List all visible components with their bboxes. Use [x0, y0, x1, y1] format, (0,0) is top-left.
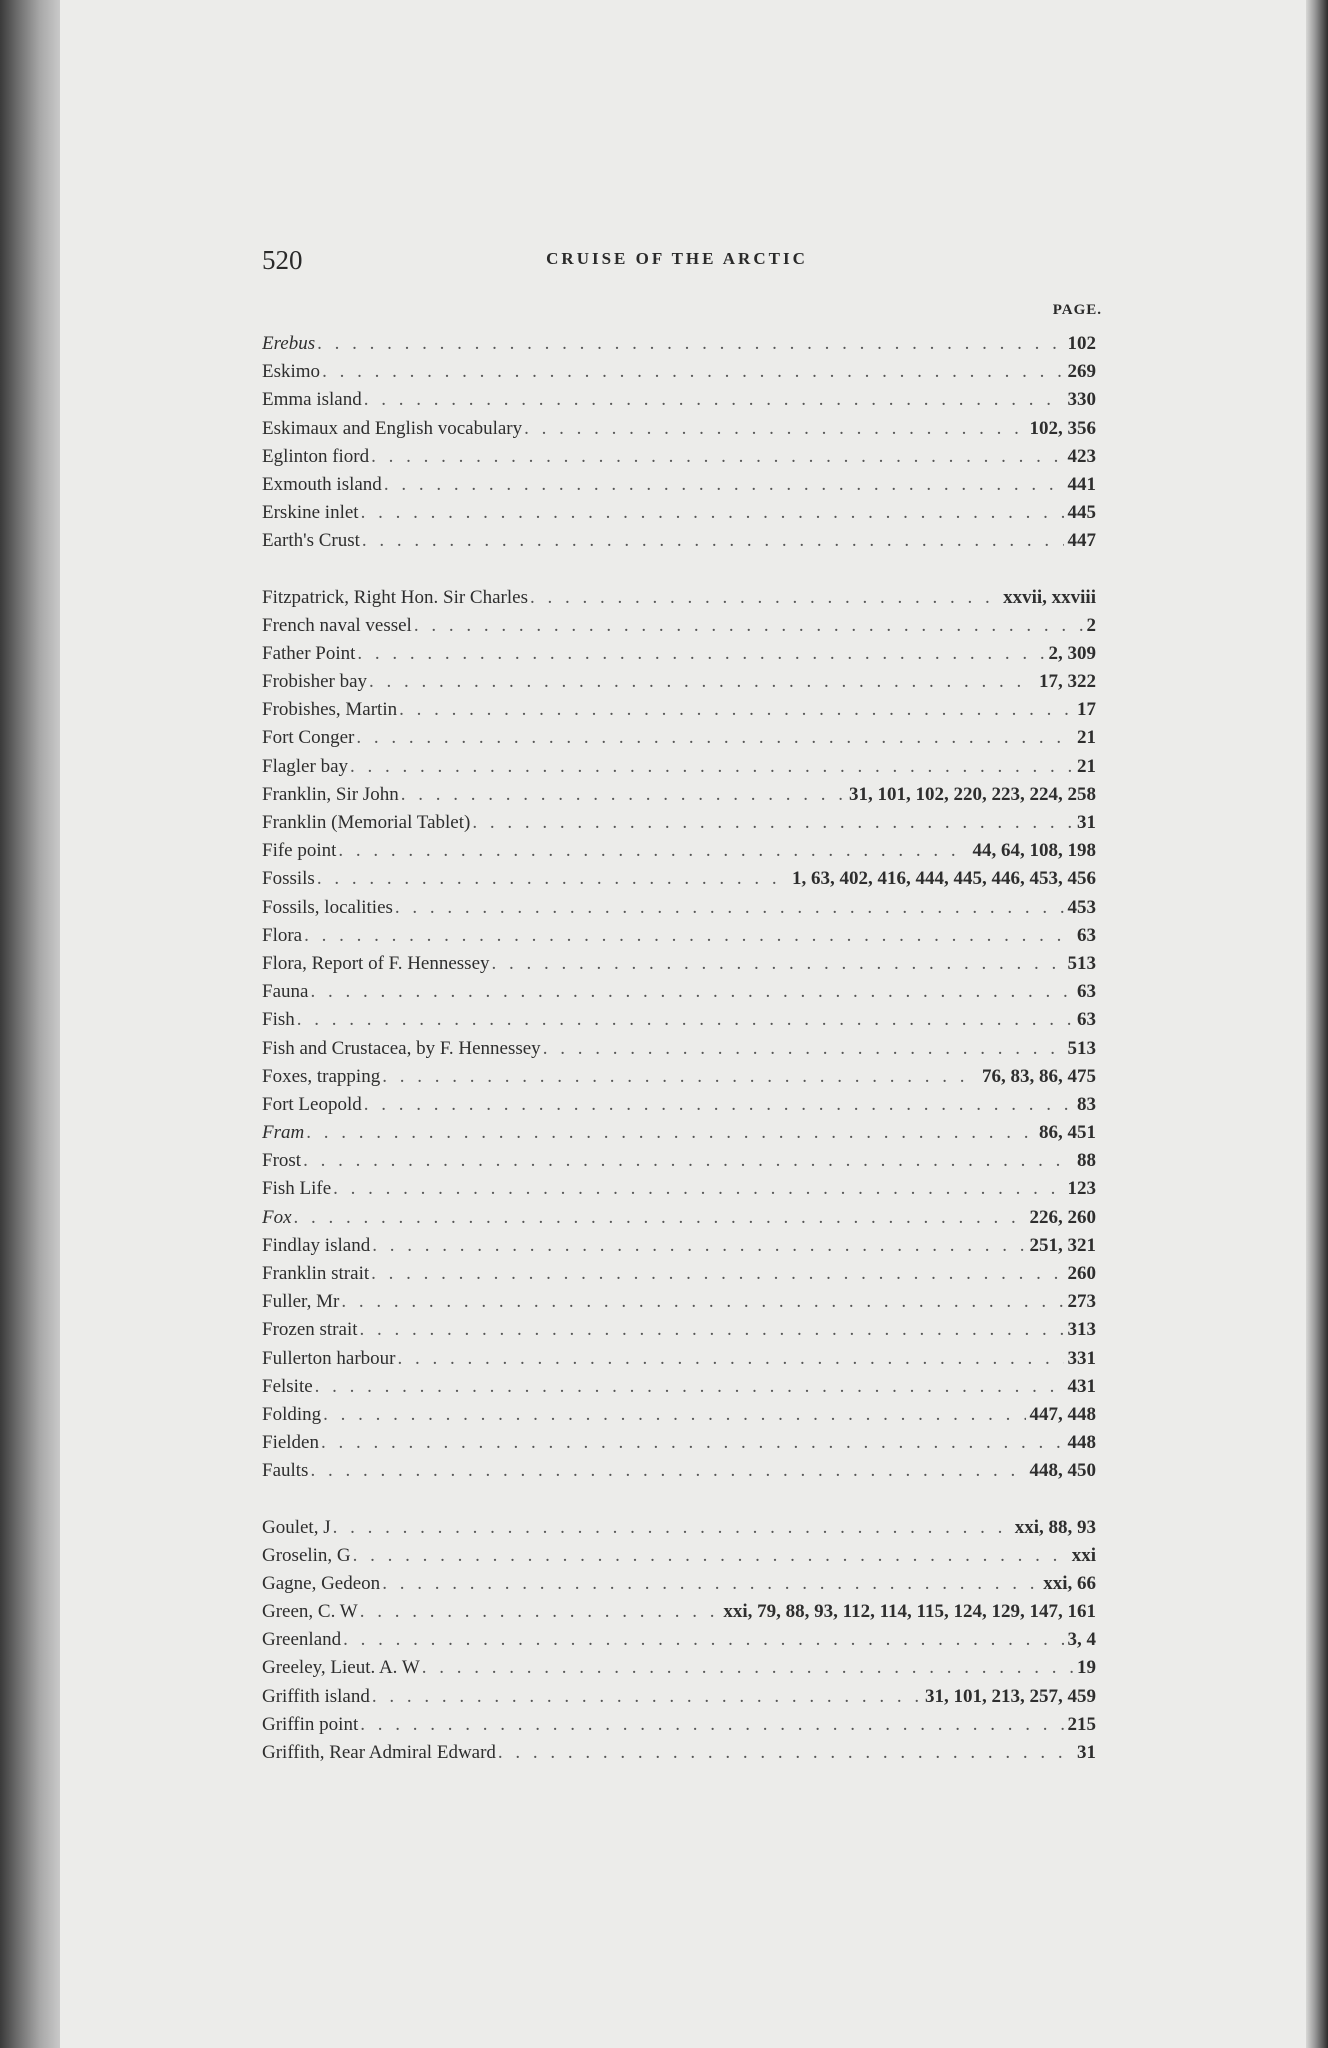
entry-term: Fuller, Mr — [262, 1291, 340, 1313]
entry-pages: 513 — [1067, 1037, 1096, 1059]
index-entry — [262, 1654, 1096, 1682]
entry-pages: 226, 260 — [1029, 1206, 1096, 1228]
dot-leader — [338, 837, 968, 865]
entry-term: Eskimo — [262, 361, 321, 383]
entry-term: Faults — [262, 1460, 309, 1482]
entry-pages: 3, 4 — [1067, 1629, 1096, 1651]
index-entry — [262, 1232, 1096, 1260]
dot-leader — [543, 1035, 1064, 1063]
entry-pages: 1, 63, 402, 416, 444, 445, 446, 453, 456 — [792, 868, 1096, 890]
index-entry — [262, 584, 1096, 612]
index-entry — [262, 1204, 1096, 1232]
entry-pages: 31, 101, 213, 257, 459 — [925, 1685, 1096, 1707]
page-header — [262, 245, 1092, 285]
dot-leader — [333, 1514, 1011, 1542]
dot-leader — [360, 1711, 1063, 1739]
entry-pages: 448, 450 — [1029, 1460, 1096, 1482]
entry-term: Fossils, localities — [262, 896, 393, 918]
entry-pages: 448 — [1067, 1432, 1096, 1454]
index-entry — [262, 1401, 1096, 1429]
index-entry — [262, 1091, 1096, 1119]
dot-leader — [364, 1091, 1073, 1119]
entry-pages: 445 — [1067, 502, 1096, 524]
entry-pages: 31 — [1077, 1742, 1096, 1763]
index-entry — [262, 499, 1096, 527]
entry-pages: 123 — [1067, 1178, 1096, 1200]
dot-leader — [414, 612, 1083, 640]
entry-term: Griffith island — [262, 1685, 370, 1707]
dot-leader — [357, 640, 1044, 668]
index-entry — [262, 894, 1096, 922]
index-entry — [262, 1373, 1096, 1401]
index-entry — [262, 781, 1096, 809]
entry-pages: 31, 101, 102, 220, 223, 224, 258 — [849, 783, 1096, 805]
index-entry — [262, 415, 1096, 443]
index-entry — [262, 330, 1096, 358]
entry-term: Fort Conger — [262, 727, 355, 749]
index-entry — [262, 443, 1096, 471]
index-entry — [262, 1570, 1096, 1598]
dot-leader — [395, 894, 1064, 922]
entry-term: Fish and Crustacea, by F. Hennessey — [262, 1037, 541, 1059]
index-entry — [262, 668, 1096, 696]
index-section — [262, 1514, 1096, 1768]
dot-leader — [372, 1683, 921, 1711]
dot-leader — [360, 1598, 720, 1626]
entry-term: Frobishes, Martin — [262, 699, 398, 721]
entry-term: Goulet, J — [262, 1516, 331, 1538]
entry-pages: 447 — [1067, 530, 1096, 552]
dot-leader — [341, 1288, 1063, 1316]
dot-leader — [317, 330, 1063, 358]
entry-pages: xxi, 88, 93 — [1014, 1516, 1096, 1538]
entry-term: Fish — [262, 1009, 295, 1031]
entry-term: Fielden — [262, 1432, 319, 1454]
index-entry — [262, 922, 1096, 950]
dot-leader — [399, 696, 1073, 724]
entry-pages: 83 — [1077, 1093, 1096, 1115]
index-entry — [262, 1626, 1096, 1654]
index-entry — [262, 1711, 1096, 1739]
index-entry — [262, 1457, 1096, 1485]
entry-term: Eglinton fiord — [262, 445, 370, 467]
index-entry — [262, 1035, 1096, 1063]
index-entry — [262, 1063, 1096, 1091]
entry-pages: 17, 322 — [1039, 671, 1096, 693]
index-entry — [262, 1345, 1096, 1373]
entry-term: Fife point — [262, 840, 337, 862]
entry-term: Fullerton harbour — [262, 1347, 396, 1369]
entry-term: Foxes, trapping — [262, 1065, 381, 1087]
entry-term: Fox — [262, 1206, 292, 1228]
entry-term: Griffin point — [262, 1713, 359, 1735]
entry-term: Flagler bay — [262, 755, 349, 777]
dot-leader — [364, 386, 1064, 414]
entry-term: Father Point — [262, 642, 356, 664]
entry-pages: 441 — [1067, 473, 1096, 495]
index-entry — [262, 837, 1096, 865]
entry-term: Flora — [262, 924, 303, 946]
index-entry — [262, 471, 1096, 499]
entry-pages: xxi, 66 — [1043, 1572, 1096, 1594]
dot-leader — [353, 1542, 1068, 1570]
entry-pages: xxvii, xxviii — [1003, 586, 1096, 608]
entry-pages: 102 — [1067, 333, 1096, 354]
dot-leader — [369, 668, 1035, 696]
entry-pages: xxi, 79, 88, 93, 112, 114, 115, 124, 129, 147, 161 — [723, 1601, 1096, 1623]
entry-term: Gagne, Gedeon — [262, 1572, 381, 1594]
entry-term: Erebus — [262, 333, 316, 354]
entry-term: Folding — [262, 1403, 322, 1425]
dot-leader — [343, 1626, 1063, 1654]
index-entry — [262, 640, 1096, 668]
entry-pages: 21 — [1077, 727, 1096, 749]
index-entry — [262, 865, 1096, 893]
index-entry — [262, 1683, 1096, 1711]
dot-leader — [372, 1232, 1025, 1260]
index-entry — [262, 1316, 1096, 1344]
dot-leader — [362, 527, 1064, 555]
entry-term: Fauna — [262, 981, 309, 1003]
entry-term: Green, C. W — [262, 1601, 358, 1623]
entry-pages: 102, 356 — [1029, 417, 1096, 439]
dot-leader — [492, 950, 1064, 978]
entry-term: Felsite — [262, 1375, 313, 1397]
entry-pages: 88 — [1077, 1150, 1096, 1172]
page-number: 520 — [262, 245, 303, 275]
dot-leader — [524, 415, 1025, 443]
dot-leader — [422, 1654, 1073, 1682]
page-column-label: PAGE. — [1052, 302, 1102, 318]
dot-leader — [294, 1204, 1026, 1232]
entry-pages: 269 — [1067, 361, 1096, 383]
entry-pages: 251, 321 — [1029, 1234, 1096, 1256]
index-entry — [262, 753, 1096, 781]
entry-term: Greeley, Lieut. A. W — [262, 1657, 420, 1679]
index-entry — [262, 1542, 1096, 1570]
entry-term: Emma island — [262, 389, 362, 411]
dot-leader — [382, 1063, 978, 1091]
dot-leader — [315, 1373, 1064, 1401]
dot-leader — [306, 1119, 1035, 1147]
index-entry — [262, 1006, 1096, 1034]
entry-pages: 423 — [1067, 445, 1096, 467]
dot-leader — [317, 865, 788, 893]
entry-term: Earth's Crust — [262, 530, 360, 552]
entry-pages: xxi — [1071, 1544, 1096, 1566]
entry-pages: 215 — [1067, 1713, 1096, 1735]
entry-pages: 63 — [1077, 924, 1096, 946]
entry-term: French naval vessel — [262, 614, 412, 636]
entry-pages: 17 — [1077, 699, 1096, 721]
dot-leader — [401, 781, 845, 809]
dot-leader — [310, 1457, 1025, 1485]
entry-term: Fitzpatrick, Right Hon. Sir Charles — [262, 586, 528, 608]
entry-pages: 19 — [1077, 1657, 1096, 1679]
entry-pages: 330 — [1067, 389, 1096, 411]
dot-leader — [304, 922, 1073, 950]
index-entry — [262, 1288, 1096, 1316]
entry-pages: 2, 309 — [1048, 642, 1096, 664]
dot-leader — [530, 584, 999, 612]
dot-leader — [361, 499, 1064, 527]
entry-term: Groselin, G — [262, 1544, 351, 1566]
entry-term: Eskimaux and English vocabulary — [262, 417, 523, 439]
index-section — [262, 330, 1096, 556]
entry-pages: 453 — [1067, 896, 1096, 918]
dot-leader — [321, 1429, 1064, 1457]
dot-leader — [322, 358, 1063, 386]
page-right-edge — [1306, 0, 1328, 2048]
index-entry — [262, 1514, 1096, 1542]
index-entry — [262, 358, 1096, 386]
entry-pages: 273 — [1067, 1291, 1096, 1313]
entry-term: Franklin (Memorial Tablet) — [262, 812, 471, 833]
dot-leader — [398, 1345, 1064, 1373]
index-entry — [262, 724, 1096, 752]
entry-pages: 2 — [1086, 614, 1096, 636]
entry-term: Exmouth island — [262, 473, 382, 495]
dot-leader — [310, 978, 1073, 1006]
entry-term: Franklin, Sir John — [262, 783, 399, 805]
entry-term: Frobisher bay — [262, 671, 368, 693]
index-entry — [262, 1739, 1096, 1767]
entry-pages: 21 — [1077, 755, 1096, 777]
entry-pages: 86, 451 — [1039, 1122, 1096, 1144]
dot-leader — [297, 1006, 1073, 1034]
dot-leader — [323, 1401, 1025, 1429]
entry-pages: 260 — [1067, 1263, 1096, 1284]
dot-leader — [360, 1316, 1064, 1344]
entry-pages: 331 — [1067, 1347, 1096, 1369]
entry-term: Frost — [262, 1150, 302, 1172]
dot-leader — [384, 471, 1064, 499]
index-entry — [262, 1260, 1096, 1288]
index-entry — [262, 809, 1096, 837]
dot-leader — [472, 809, 1073, 837]
dot-leader — [371, 1260, 1063, 1288]
index-entry — [262, 1119, 1096, 1147]
entry-term: Fish Life — [262, 1178, 332, 1200]
entry-term: Griffith, Rear Admiral Edward — [262, 1742, 496, 1763]
entry-term: Fossils — [262, 868, 315, 890]
index-entry — [262, 1598, 1096, 1626]
dot-leader — [356, 724, 1073, 752]
index-entry — [262, 527, 1096, 555]
index-list — [262, 330, 1096, 1767]
entry-term: Fram — [262, 1122, 305, 1144]
entry-term: Fort Leopold — [262, 1093, 362, 1115]
index-entry — [262, 950, 1096, 978]
index-entry — [262, 1147, 1096, 1175]
entry-pages: 313 — [1067, 1319, 1096, 1341]
index-section — [262, 584, 1096, 1486]
index-entry — [262, 1175, 1096, 1203]
entry-pages: 431 — [1067, 1375, 1096, 1397]
entry-term: Greenland — [262, 1629, 342, 1651]
index-entry — [262, 386, 1096, 414]
dot-leader — [333, 1175, 1063, 1203]
entry-pages: 63 — [1077, 981, 1096, 1003]
index-entry — [262, 696, 1096, 724]
entry-pages: 63 — [1077, 1009, 1096, 1031]
running-head: CRUISE OF THE ARCTIC — [546, 249, 808, 268]
entry-pages: 44, 64, 108, 198 — [972, 840, 1096, 862]
entry-pages: 31 — [1077, 812, 1096, 833]
entry-pages: 76, 83, 86, 475 — [982, 1065, 1096, 1087]
entry-pages: 447, 448 — [1029, 1403, 1096, 1425]
entry-term: Franklin strait — [262, 1263, 370, 1284]
entry-term: Frozen strait — [262, 1319, 358, 1341]
index-entry — [262, 612, 1096, 640]
entry-pages: 513 — [1067, 952, 1096, 974]
entry-term: Flora, Report of F. Hennessey — [262, 952, 490, 974]
index-entry — [262, 978, 1096, 1006]
dot-leader — [371, 443, 1063, 471]
entry-term: Findlay island — [262, 1234, 371, 1256]
dot-leader — [303, 1147, 1073, 1175]
index-entry — [262, 1429, 1096, 1457]
dot-leader — [350, 753, 1073, 781]
dot-leader — [498, 1739, 1073, 1767]
dot-leader — [382, 1570, 1039, 1598]
entry-term: Erskine inlet — [262, 502, 359, 524]
